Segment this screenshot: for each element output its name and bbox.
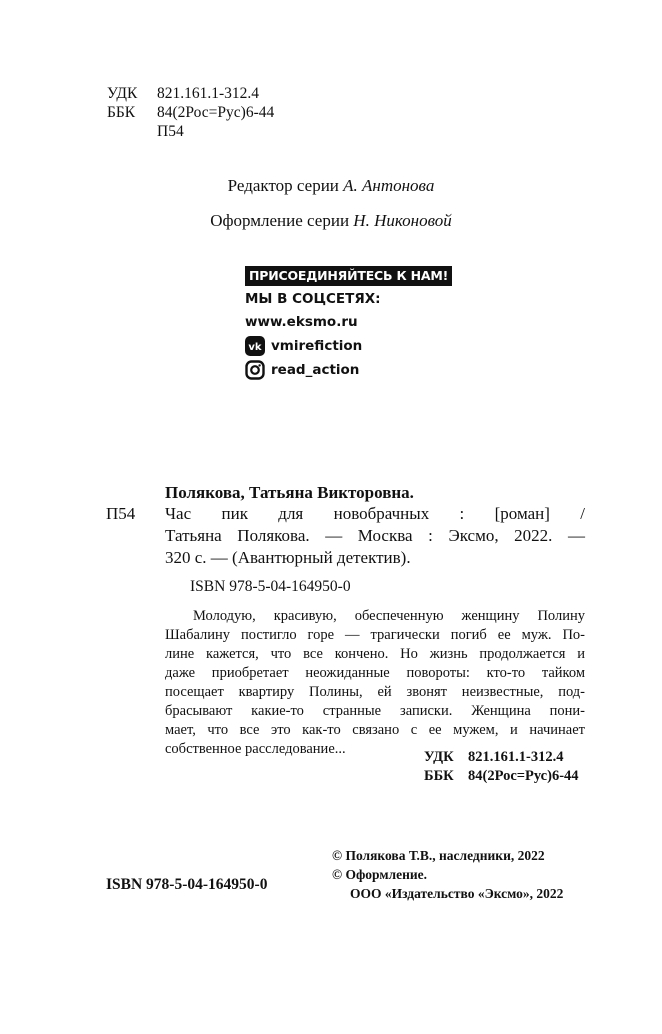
udk-value: 821.161.1-312.4 [157,85,260,102]
series-editor-label: Редактор серии [227,176,339,195]
annotation-line: посещает квартиру Полины, ей звонят неизвестные, под- [165,684,585,700]
udk-key-right: УДК [424,749,454,765]
udk-row [107,84,274,103]
vk-row[interactable] [245,336,452,356]
annotation-line: лине кажется, что все кончено. Но жизнь продолжается и [165,646,585,662]
svg-text:vk: vk [248,342,262,353]
author-sign: П54 [157,123,184,140]
bib-line: 320 с. — (Авантюрный детектив). [165,548,411,567]
annotation-line: Молодую, красивую, обеспеченную женщину Полину [193,608,585,624]
series-design-label: Оформление серии [210,211,350,230]
instagram-handle: read_action [271,362,360,378]
bib-line: Татьяна Полякова. — Москва : Эксмо, 2022. — [165,526,585,545]
annotation-line: Шабалину постигло горе — трагически погиб ее муж. По- [165,627,585,643]
social-block [245,266,452,380]
annotation-line: мает, что все это как-то связано с ее мужем, и начинает [165,722,585,738]
vk-icon [245,336,265,356]
copyright-design: © Оформление. [332,867,428,882]
series-design-name: Н. Никоновой [353,211,452,230]
annotation [165,607,585,759]
instagram-row[interactable] [245,360,452,380]
bbk-value: 84(2Рос=Рус)6-44 [157,104,275,121]
annotation-line: даже приобретает неожиданные повороты: кто-то тайком [165,665,585,681]
author-code: П54 [106,504,136,523]
vk-handle: vmirefiction [271,338,363,354]
annotation-line: брасывают какие-то странные записки. Женщина пони- [165,703,585,719]
series-design-line [0,211,662,231]
udk-value-right: 821.161.1-312.4 [468,749,564,765]
annotation-line: собственное расследование... [165,741,346,757]
copyright-author: © Полякова Т.В., наследники, 2022 [332,848,545,863]
isbn-middle: ISBN 978-5-04-164950-0 [190,578,351,595]
bib-line: Час пик для новобрачных : [роман] / [165,504,585,523]
copyright-block [332,846,563,903]
bbk-key: ББК [107,104,136,121]
udk-bbk-right [424,748,579,786]
website-link[interactable]: www.eksmo.ru [245,314,358,330]
bbk-key-right: ББК [424,768,454,784]
bbk-row [107,103,274,122]
copyright-publisher: ООО «Издательство «Эксмо», 2022 [350,886,564,901]
bibliographic-description [165,503,585,569]
bbk-value-right: 84(2Рос=Рус)6-44 [468,768,579,784]
series-editor-line [0,176,662,196]
udk-key: УДК [107,85,138,102]
join-banner: ПРИСОЕДИНЯЙТЕСЬ К НАМ! [245,266,452,286]
social-label: МЫ В СОЦСЕТЯХ: [245,291,381,307]
series-editor-name: А. Антонова [343,176,435,195]
author-heading: Полякова, Татьяна Викторовна. [165,483,414,502]
isbn-bottom: ISBN 978-5-04-164950-0 [106,876,268,893]
instagram-icon [245,360,265,380]
author-sign-row [107,122,274,141]
classification-block [107,84,274,141]
